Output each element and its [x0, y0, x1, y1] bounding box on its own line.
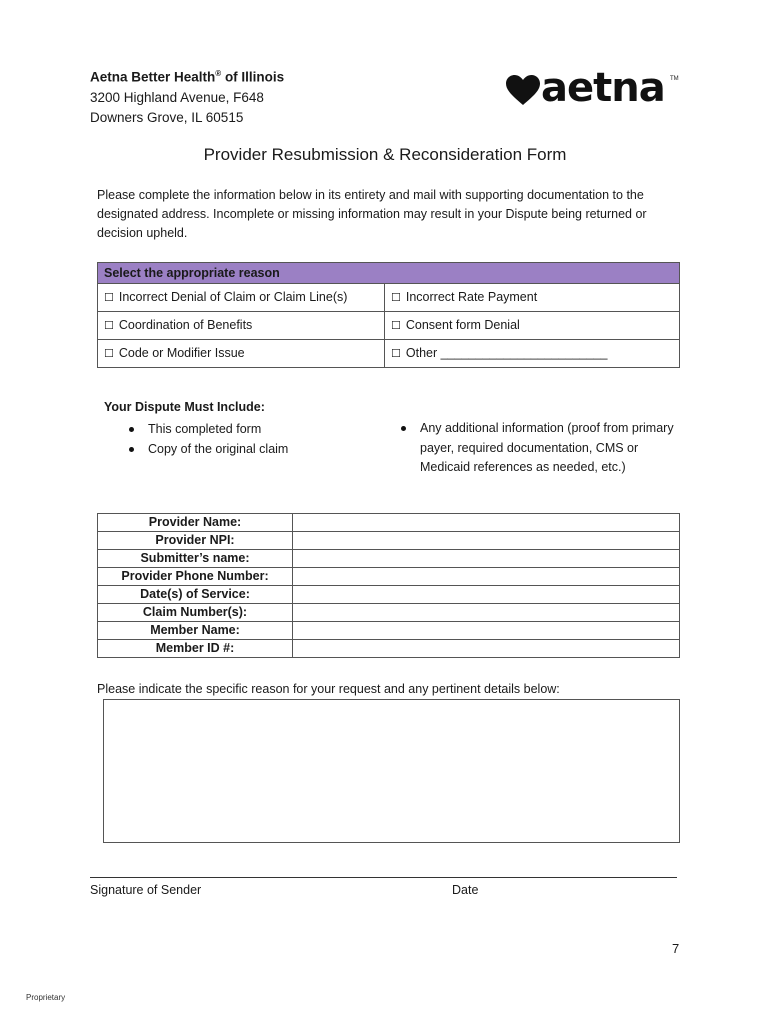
- list-item: Any additional information (proof from primary payer, required documentation, CMS or Medicaid references as needed, etc.): [398, 419, 678, 478]
- member-id-field[interactable]: [293, 640, 680, 658]
- field-label: Member Name:: [98, 622, 293, 640]
- heart-icon: [505, 74, 541, 106]
- reason-table: [97, 262, 680, 368]
- proprietary-label: Proprietary: [26, 993, 66, 1002]
- provider-npi-field[interactable]: [293, 532, 680, 550]
- checkbox-icon[interactable]: ☐: [391, 319, 401, 332]
- date-label: Date: [452, 883, 479, 897]
- field-label: Member ID #:: [98, 640, 293, 658]
- checkbox-icon[interactable]: ☐: [104, 347, 114, 360]
- aetna-logo: [505, 65, 685, 114]
- trademark: TM: [670, 76, 679, 82]
- table-row: [98, 640, 680, 658]
- reason-coordination-of-benefits[interactable]: ☐ Coordination of Benefits: [98, 312, 385, 340]
- member-name-field[interactable]: [293, 622, 680, 640]
- form-instructions: Please complete the information below in its entirety and mail with supporting documentation to the designated address. Incomplete or missing information may result in your Dispute being returned or decision upheld.: [97, 188, 647, 240]
- checkbox-icon[interactable]: ☐: [391, 291, 401, 304]
- list-item: Copy of the original claim: [126, 440, 356, 460]
- checkbox-icon[interactable]: ☐: [391, 347, 401, 360]
- provider-info-table: [97, 513, 680, 658]
- table-row: [98, 604, 680, 622]
- table-row: [98, 532, 680, 550]
- reason-consent-form-denial[interactable]: ☐ Consent form Denial: [385, 312, 680, 340]
- field-label: Provider Phone Number:: [98, 568, 293, 586]
- checkbox-icon[interactable]: ☐: [104, 291, 114, 304]
- field-label: Provider NPI:: [98, 532, 293, 550]
- details-prompt: Please indicate the specific reason for your request and any pertinent details below:: [97, 682, 560, 696]
- logo-wordmark: aetna: [541, 65, 665, 111]
- must-include-list-left: [126, 420, 356, 459]
- organization-address: [90, 64, 284, 128]
- address-line-1: 3200 Highland Avenue, F648: [90, 89, 264, 105]
- table-row: [98, 622, 680, 640]
- reason-table-header: Select the appropriate reason: [98, 263, 680, 284]
- details-textarea[interactable]: [103, 699, 680, 843]
- reason-code-modifier[interactable]: ☐ Code or Modifier Issue: [98, 340, 385, 368]
- page-number: 7: [672, 941, 680, 956]
- table-row: [98, 568, 680, 586]
- address-line-2: Downers Grove, IL 60515: [90, 109, 244, 125]
- must-include-title: Your Dispute Must Include:: [104, 400, 265, 414]
- provider-phone-field[interactable]: [293, 568, 680, 586]
- field-label: Date(s) of Service:: [98, 586, 293, 604]
- form-title: Provider Resubmission & Reconsideration Form: [203, 145, 567, 164]
- field-label: Submitter’s name:: [98, 550, 293, 568]
- claim-numbers-field[interactable]: [293, 604, 680, 622]
- list-item: This completed form: [126, 420, 356, 440]
- reason-other[interactable]: ☐ Other ________________________: [385, 340, 680, 368]
- signature-line[interactable]: [90, 877, 677, 878]
- submitter-name-field[interactable]: [293, 550, 680, 568]
- provider-name-field[interactable]: [293, 514, 680, 532]
- table-row: [98, 514, 680, 532]
- organization-name: Aetna Better Health® of Illinois: [90, 69, 285, 85]
- checkbox-icon[interactable]: ☐: [104, 319, 114, 332]
- signature-label: Signature of Sender: [90, 883, 202, 897]
- reason-incorrect-denial[interactable]: ☐ Incorrect Denial of Claim or Claim Line(s): [98, 284, 385, 312]
- table-row: [98, 550, 680, 568]
- must-include-list-right: [398, 419, 678, 478]
- field-label: Provider Name:: [98, 514, 293, 532]
- field-label: Claim Number(s):: [98, 604, 293, 622]
- reason-incorrect-rate[interactable]: ☐ Incorrect Rate Payment: [385, 284, 680, 312]
- table-row: [98, 586, 680, 604]
- dates-of-service-field[interactable]: [293, 586, 680, 604]
